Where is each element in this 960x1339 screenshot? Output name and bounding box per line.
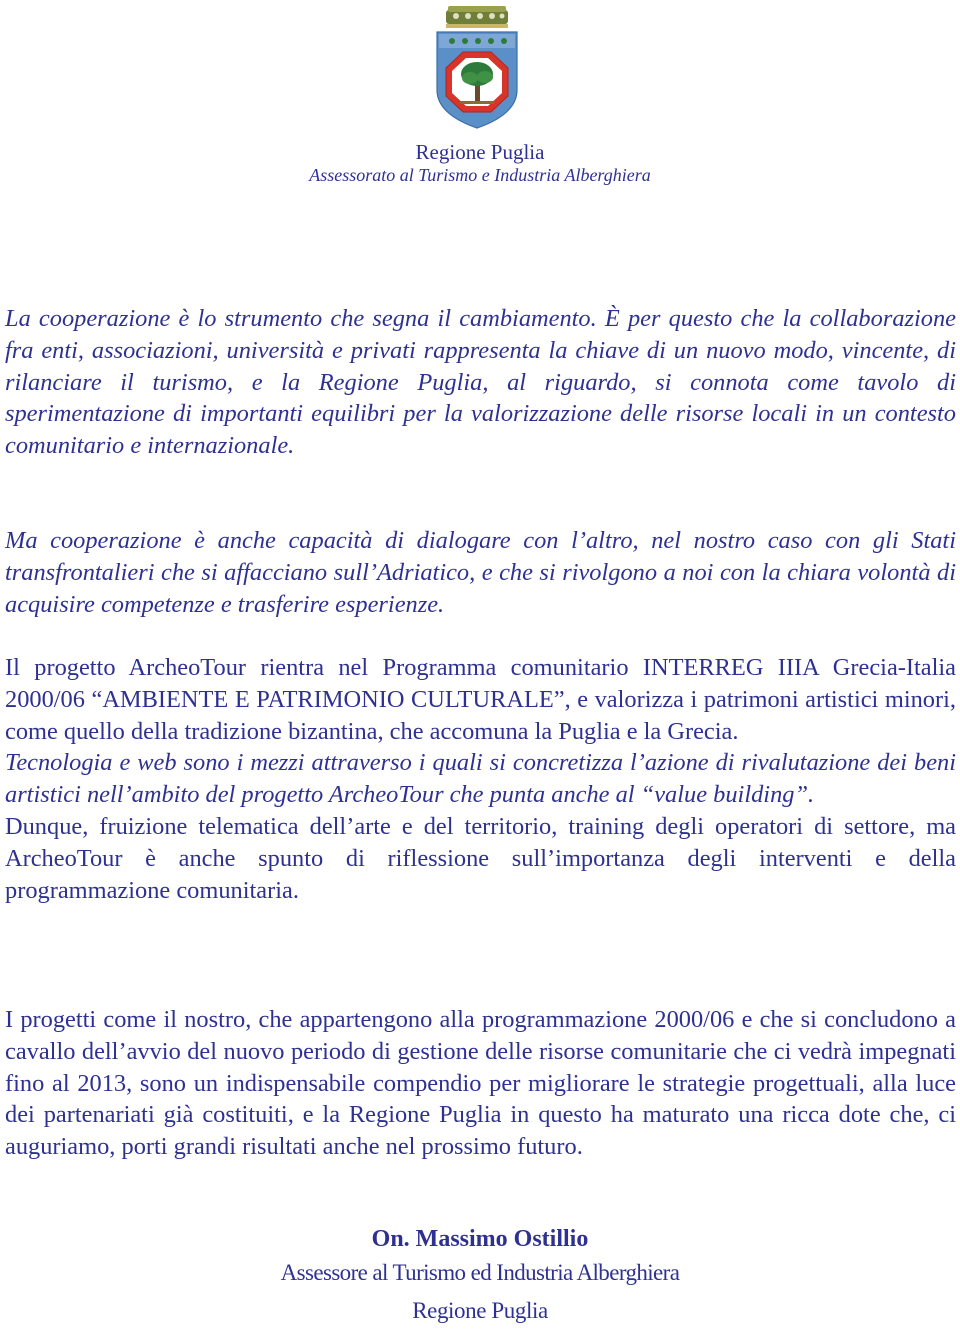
- paragraph-group-archeotour: [5, 652, 956, 906]
- header-subtitle: Assessorato al Turismo e Industria Alberghiera: [309, 165, 651, 185]
- signature-organization: Regione Puglia: [412, 1298, 548, 1323]
- paragraph-telematic-fruition: Dunque, fruizione telematica dell’arte e del territorio, training degli operatori di settore, ma ArcheoTour è anche spunto di riflessione sull’importanza degli interventi e della programmazione comunitaria.: [5, 812, 956, 904]
- regione-puglia-emblem: [430, 2, 524, 130]
- paragraph-cooperation-dialogue: Ma cooperazione è anche capacità di dialogare con l’altro, nel nostro caso con gli Stati transfrontalieri che si affacciano sull’Adriatico, e che si rivolgono a noi con la chiara volontà di acquisire competenze e trasferire esperienze.: [5, 527, 956, 618]
- paragraph-cooperation-intro: La cooperazione è lo strumento che segna il cambiamento. È per questo che la collaborazione fra enti, associazioni, università e privati rappresenta la chiave di un nuovo modo, vincente, di rilanciare il turismo, e la Regione Puglia, al riguardo, si connota come tavolo di sperimentazione di importanti equilibri per la valorizzazione delle risorse locali in un contesto comunitario e internazionale.: [5, 305, 956, 460]
- header-title: Regione Puglia: [415, 140, 545, 164]
- paragraph-future-projects: I progetti come il nostro, che appartengono alla programmazione 2000/06 e che si concludono a cavallo dell’avvio del nuovo periodo di gestione delle risorse comunitarie che ci vedrà impegnati fino al 2013, sono un indispensabile compendio per migliorare le strategie progettuali, alla luce dei partenariati già costituiti, e la Regione Puglia in questo ha maturato una ricca dote che, ci auguriamo, porti grandi risultati anche nel prossimo futuro.: [5, 1006, 956, 1161]
- crown-icon: [446, 6, 508, 28]
- signature-role: Assessore al Turismo ed Industria Alberghiera: [280, 1260, 680, 1285]
- paragraph-technology-web: Tecnologia e web sono i mezzi attraverso i quali si concretizza l’azione di rivalutazione dei beni artistici nell’ambito del progetto ArcheoTour che punta anche al “value building”.: [5, 749, 956, 809]
- signature-name: On. Massimo Ostillio: [371, 1226, 589, 1252]
- paragraph-archeotour-programme: Il progetto ArcheoTour rientra nel Programma comunitario INTERREG IIIA Grecia-Italia 2000/06 “AMBIENTE E PATRIMONIO CULTURALE”, e valorizza i patrimoni artistici minori, come quello della tradizione bizantina, che accomuna la Puglia e la Grecia.: [5, 654, 956, 745]
